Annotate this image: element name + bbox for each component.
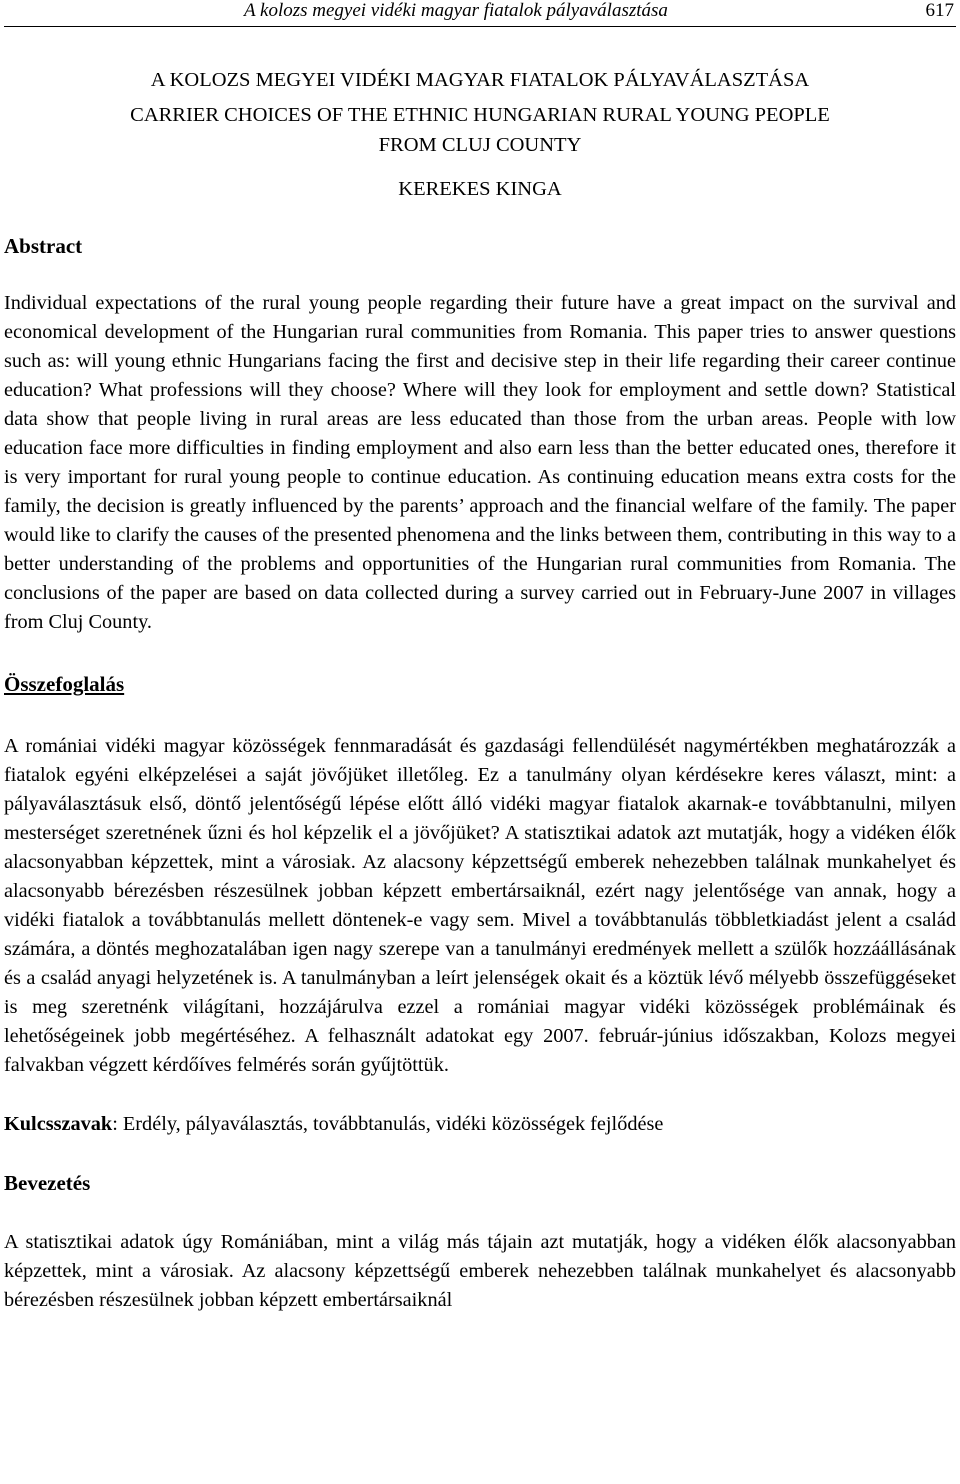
bevezetes-text: A statisztikai adatok úgy Romániában, mint a világ más tájain azt mutatják, hogy a vidéken élők alacsonyabban képzettek, mint a városiak. Az alacsony képzettségű emberek nehezebben találnak munkahelyet és alacsonyabb bérezésben részesülnek jobban képzett embertársaiknál [4, 1231, 956, 1311]
title-english-line-1: CARRIER CHOICES OF THE ETHNIC HUNGARIAN RURAL YOUNG PEOPLE [130, 104, 830, 126]
abstract-heading: Abstract [4, 234, 83, 258]
title-block [4, 65, 956, 204]
author-name: KEREKES KINGA [398, 178, 562, 200]
keywords-label: Kulcsszavak [4, 1113, 113, 1135]
osszefoglalas-heading: Összefoglalás [4, 672, 125, 696]
osszefoglalas-text: A romániai vidéki magyar közösségek fennmaradását és gazdasági fellendülését nagymértékben meghatározzák a fiatalok egyéni elképzelései a saját jövőjüket illetőleg. Ez a tanulmány olyan kérdésekre keres választ, mint: a pályaválasztásuk első, döntő jelentőségű lépése előtt álló vidéki magyar fiatalok akarnak-e továbbtanulni, milyen mesterséget szeretnének űzni és hol képzelik el a jövőjüket? A statisztikai adatok azt mutatják, hogy a vidéken élők alacsonyabban képzettek, mint a városiak. Az alacsony képzettségű emberek nehezebben találnak munkahelyet és alacsonyabb bérezésben részesülnek jobban képzett embertársaiknál, ezért nagy jelentősége van annak, hogy a vidéki fiatalok a továbbtanulás mellett döntenek-e vagy sem. Mivel a továbbtanulás többletkiadást jelent a család számára, a döntés meghozatalában igen nagy szerepe van a tanulmányi eredmények mellett a szülők hozzáállásának és a család anyagi helyzetének is. A tanulmányban a leírt jelenségek okait és a köztük lévő mélyebb összefüggéseket is meg szeretnénk világítani, hozzájárulva ezzel a romániai magyar vidéki közösségek problémáinak és lehetőségeinek jobb megértéséhez. A felhasznált adatokat egy 2007. február-június időszakban, Kolozs megyei falvakban végzett kérdőíves felmérés során gyűjtöttük. [4, 735, 956, 1076]
abstract-text: Individual expectations of the rural young people regarding their future have a great impact on the survival and economical development of the Hungarian rural communities from Romania. This paper tries to answer questions such as: will young ethnic Hungarians facing the first and decisive step in their life regarding their career continue education? What professions will they choose? Where will they look for employment and settle down? Statistical data show that people living in rural areas are less educated than those from the urban areas. People with low education face more difficulties in finding employment and also earn less than the better educated ones, therefore it is very important for rural young people to continue education. As continuing education means extra costs for the family, the decision is greatly influenced by the parents’ approach and the financial welfare of the family. The paper would like to clarify the causes of the presented phenomena and the links between them, contributing in this way to a better understanding of the problems and opportunities of the Hungarian rural communities from Romania. The conclusions of the paper are based on data collected during a survey carried out in February-June 2007 in villages from Cluj County. [4, 292, 956, 633]
keywords [4, 1110, 956, 1139]
keywords-separator: : [112, 1113, 123, 1135]
bevezetes-heading: Bevezetés [4, 1171, 91, 1195]
title-english-line-2: FROM CLUJ COUNTY [378, 134, 582, 156]
keywords-text: Erdély, pályaválasztás, továbbtanulás, vidéki közösségek fejlődése [122, 1113, 664, 1135]
running-head [4, 0, 956, 27]
page-number: 617 [925, 0, 954, 21]
title-hungarian: A KOLOZS MEGYEI VIDÉKI MAGYAR FIATALOK PÁLYAVÁLASZTÁSA [150, 69, 810, 91]
paper-page [4, 0, 956, 1315]
running-head-title: A kolozs megyei vidéki magyar fiatalok pályaválasztása [244, 0, 668, 21]
